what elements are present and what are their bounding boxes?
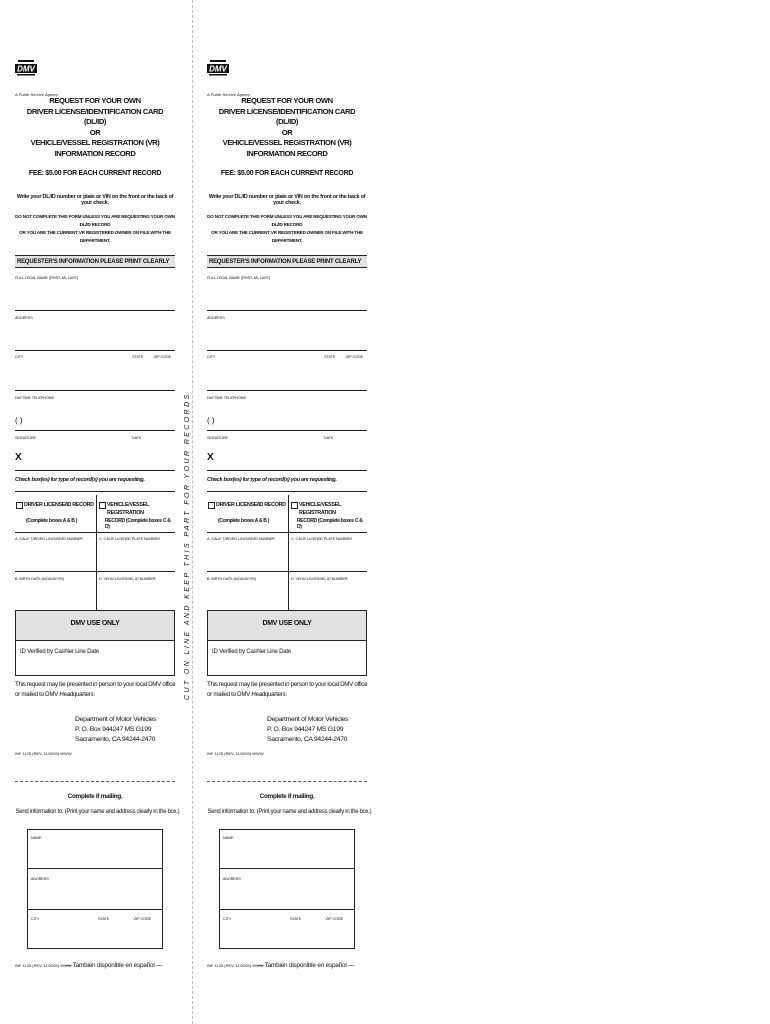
mail-separator: [207, 781, 367, 782]
mail-address-field[interactable]: [220, 909, 354, 910]
mail-instruction: Send information to: (Print your name and address clearly in the box.): [15, 809, 180, 815]
form-copy-right: [207, 0, 372, 1024]
box-d-label: D. VEHICLE/VESSEL ID NUMBER: [291, 577, 348, 581]
phone-label: DAYTIME TELEPHONE: [207, 396, 246, 400]
box-b-label: B. BIRTH DATE (MO/DAY/YR): [207, 577, 256, 581]
record-type-rule: [207, 491, 367, 492]
warning-text: [15, 213, 175, 245]
full-name-field[interactable]: [207, 310, 367, 311]
vr-record-checkbox[interactable]: [99, 502, 106, 509]
vr-record-note: RECORD (Complete boxes C & D): [105, 518, 171, 530]
full-name-label: FULL LEGAL NAME (FIRST, MI, LAST): [207, 276, 271, 280]
record-type-rule: [15, 491, 175, 492]
address-line-1: Department of Motor Vehicles: [267, 716, 349, 723]
dl-record-checkbox[interactable]: [208, 502, 215, 509]
dmv-logo-icon: [15, 60, 37, 77]
vr-record-note: RECORD (Complete boxes C & D): [297, 518, 363, 530]
dl-record-option: DRIVER LICENSE/ID RECORD: [24, 502, 94, 508]
address-label: ADDRESS: [15, 316, 33, 320]
form-number: INF 1125 (REV. 11/2000) WWW: [15, 751, 72, 756]
full-name-field[interactable]: [15, 310, 175, 311]
warning-line-2: OR YOU ARE THE CURRENT VR REGISTERED OWNER ON FILE WITH THE DEPARTMENT.: [19, 230, 171, 243]
dmv-use-header: DMV USE ONLY: [208, 611, 366, 641]
address-line-1: Department of Motor Vehicles: [75, 716, 157, 723]
mail-zip-label: ZIP CODE: [326, 917, 344, 921]
address-line-2: P. O. Box 944247 MS G199: [267, 726, 344, 733]
mail-address-field[interactable]: [28, 909, 162, 910]
box-a-label: A. CALIF. DRIVER LICENSE/ID NUMBER: [15, 537, 83, 541]
warning-text: [207, 213, 367, 245]
mail-name-field[interactable]: [28, 868, 162, 869]
requester-header: REQUESTER'S INFORMATION PLEASE PRINT CLEARLY: [207, 255, 367, 268]
dmv-use-box: [15, 610, 175, 676]
check-instruction: Write your DL/ID number or plate or VIN on the front or the back of your check.: [16, 194, 174, 206]
vr-record-option: VEHICLE/VESSEL REGISTRATION: [107, 502, 149, 516]
address-field[interactable]: [15, 350, 175, 351]
address-label: ADDRESS: [207, 316, 225, 320]
signature-label: SIGNATURE: [207, 436, 228, 440]
address-field[interactable]: [207, 350, 367, 351]
svg-text:DMV: DMV: [17, 64, 35, 74]
phone-field[interactable]: ( ): [207, 416, 215, 425]
mail-state-label: STATE: [290, 917, 302, 921]
title-line-4: VEHICLE/VESSEL REGISTRATION (VR) INFORMATION RECORD: [30, 138, 160, 158]
submission-note: This request may be presented in person to your local DMV office or mailed to DMV Headquarters:: [15, 681, 176, 698]
date-label: DATE: [132, 436, 142, 440]
svg-text:DMV: DMV: [209, 64, 227, 74]
box-a-c-field[interactable]: [207, 571, 367, 572]
mail-city-label: CITY: [31, 917, 40, 921]
dl-record-note: (Complete boxes A & B ): [218, 518, 270, 524]
dmv-logo: [15, 60, 37, 77]
warning-line-1: DO NOT COMPLETE THIS FORM UNLESS YOU ARE REQUESTING YOUR OWN DL/ID RECORD: [15, 214, 175, 227]
mail-name-label: NAME: [223, 836, 234, 840]
warning-line-1: DO NOT COMPLETE THIS FORM UNLESS YOU ARE REQUESTING YOUR OWN DL/ID RECORD: [207, 214, 367, 227]
form-title: [207, 96, 367, 159]
title-line-2: DRIVER LICENSE/IDENTIFICATION CARD (DL/ID): [26, 106, 164, 126]
mailing-address-box[interactable]: [27, 829, 163, 949]
mail-address-label: ADDRESS: [223, 877, 241, 881]
dmv-address: [75, 715, 156, 745]
full-name-label: FULL LEGAL NAME (FIRST, MI, LAST): [15, 276, 79, 280]
form-title: [15, 96, 175, 159]
record-divider: [96, 495, 97, 611]
phone-line: [207, 430, 367, 431]
agency-label: A Public Service Agency: [207, 92, 251, 97]
box-b-label: B. BIRTH DATE (MO/DAY/YR): [15, 577, 64, 581]
mail-separator: [15, 781, 175, 782]
fee-text: FEE: $5.00 FOR EACH CURRENT RECORD: [28, 170, 162, 177]
submission-note: This request may be presented in person to your local DMV office or mailed to DMV Headquarters:: [207, 681, 368, 698]
phone-field[interactable]: ( ): [15, 416, 23, 425]
title-line-1: REQUEST FOR YOUR OWN: [49, 96, 141, 105]
footer-form-number: INF 1125 (REV. 11/2000) WWW: [207, 963, 264, 968]
form-copy-left: [15, 0, 180, 1024]
dmv-use-header: DMV USE ONLY: [16, 611, 174, 641]
city-label: CITY: [15, 355, 24, 359]
signature-x: X: [15, 452, 22, 463]
record-type-label: Check box(es) for type of record(s) you are requesting.: [15, 477, 145, 483]
box-c-label: C. CALIF. LICENSE PLATE NUMBER: [99, 537, 160, 541]
agency-label: A Public Service Agency: [15, 92, 59, 97]
mailing-address-box[interactable]: [219, 829, 355, 949]
record-type-label: Check box(es) for type of record(s) you are requesting.: [207, 477, 337, 483]
dmv-logo-icon: [207, 60, 229, 77]
vr-record-option: VEHICLE/VESSEL REGISTRATION: [299, 502, 341, 516]
signature-label: SIGNATURE: [15, 436, 36, 440]
city-state-zip-field[interactable]: [15, 390, 175, 391]
date-label: DATE: [324, 436, 334, 440]
title-line-1: REQUEST FOR YOUR OWN: [241, 96, 333, 105]
state-label: STATE: [132, 355, 144, 359]
spanish-availability: — También disponible en español —: [65, 962, 163, 969]
dl-record-note: (Complete boxes A & B ): [26, 518, 78, 524]
dmv-id-verified: ID Verified by Cashier Line Date: [20, 649, 99, 655]
cut-line-text: CUT ON LINE AND KEEP THIS PART FOR YOUR RECORDS: [184, 392, 191, 700]
title-line-3: OR: [281, 127, 293, 137]
phone-line: [15, 430, 175, 431]
signature-field[interactable]: [15, 470, 175, 471]
mail-instruction: Send information to: (Print your name and address clearly in the box.): [207, 809, 372, 815]
dl-record-option: DRIVER LICENSE/ID RECORD: [216, 502, 286, 508]
zip-label: ZIP CODE: [154, 355, 172, 359]
address-line-3: Sacramento, CA 94244-2470: [267, 736, 348, 743]
dmv-address: [267, 715, 348, 745]
signature-field[interactable]: [207, 470, 367, 471]
mail-heading: Complete if mailing.: [67, 793, 123, 800]
title-line-3: OR: [89, 127, 101, 137]
mail-heading: Complete if mailing.: [259, 793, 315, 800]
dmv-logo: [207, 60, 229, 77]
spanish-availability: — También disponible en español —: [257, 962, 355, 969]
box-a-c-field[interactable]: [15, 571, 175, 572]
mail-name-field[interactable]: [220, 868, 354, 869]
cut-line: [192, 0, 193, 1024]
vr-record-checkbox[interactable]: [291, 502, 298, 509]
phone-label: DAYTIME TELEPHONE: [15, 396, 54, 400]
record-divider: [288, 495, 289, 611]
city-label: CITY: [207, 355, 216, 359]
dmv-id-verified: ID Verified by Cashier Line Date: [212, 649, 291, 655]
box-a-label: A. CALIF. DRIVER LICENSE/ID NUMBER: [207, 537, 275, 541]
signature-x: X: [207, 452, 214, 463]
dl-record-checkbox[interactable]: [16, 502, 23, 509]
box-d-label: D. VEHICLE/VESSEL ID NUMBER: [99, 577, 156, 581]
box-c-label: C. CALIF. LICENSE PLATE NUMBER: [291, 537, 352, 541]
fee-text: FEE: $5.00 FOR EACH CURRENT RECORD: [220, 170, 354, 177]
warning-line-2: OR YOU ARE THE CURRENT VR REGISTERED OWNER ON FILE WITH THE DEPARTMENT.: [211, 230, 363, 243]
mail-state-label: STATE: [98, 917, 110, 921]
title-line-2: DRIVER LICENSE/IDENTIFICATION CARD (DL/ID): [218, 106, 356, 126]
dmv-use-box: [207, 610, 367, 676]
city-state-zip-field[interactable]: [207, 390, 367, 391]
mail-city-label: CITY: [223, 917, 232, 921]
form-number: INF 1125 (REV. 11/2000) WWW: [207, 751, 264, 756]
mail-zip-label: ZIP CODE: [134, 917, 152, 921]
check-instruction: Write your DL/ID number or plate or VIN on the front or the back of your check.: [208, 194, 366, 206]
address-line-2: P. O. Box 944247 MS G199: [75, 726, 152, 733]
address-line-3: Sacramento, CA 94244-2470: [75, 736, 156, 743]
state-label: STATE: [324, 355, 336, 359]
mail-address-label: ADDRESS: [31, 877, 49, 881]
zip-label: ZIP CODE: [346, 355, 364, 359]
title-line-4: VEHICLE/VESSEL REGISTRATION (VR) INFORMATION RECORD: [222, 138, 352, 158]
record-options-rule: [207, 532, 367, 533]
requester-header: REQUESTER'S INFORMATION PLEASE PRINT CLEARLY: [15, 255, 175, 268]
footer-form-number: INF 1125 (REV. 11/2000) WWW: [15, 963, 72, 968]
mail-name-label: NAME: [31, 836, 42, 840]
record-options-rule: [15, 532, 175, 533]
